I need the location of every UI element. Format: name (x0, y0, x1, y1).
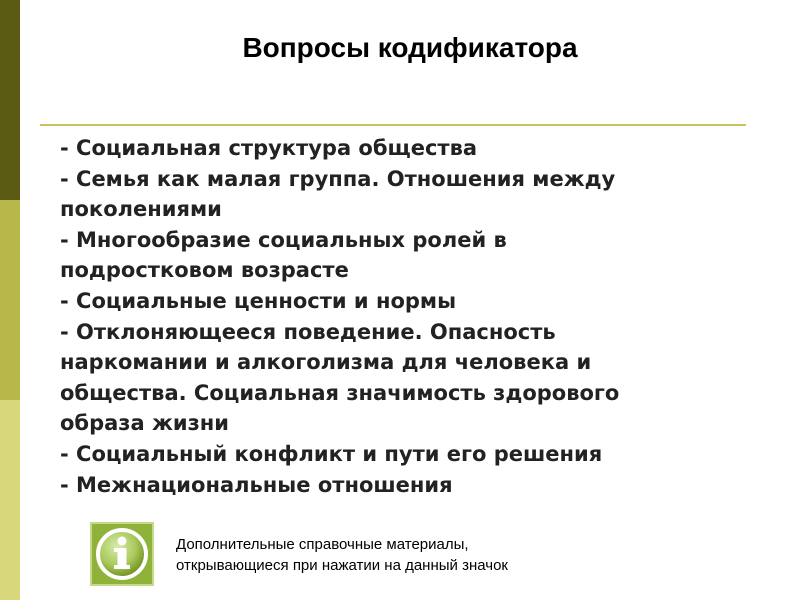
side-bar-segment-light (0, 400, 20, 600)
decorative-side-bar (0, 0, 20, 600)
topic-line: - Отклоняющееся поведение. Опасность (60, 319, 556, 344)
info-note (176, 534, 676, 576)
info-button[interactable] (90, 522, 154, 586)
side-bar-segment-mid (0, 200, 20, 400)
codifier-topics-list (60, 133, 780, 500)
topic-line: - Социальный конфликт и пути его решения (60, 441, 603, 466)
topic-line: образа жизни (60, 411, 230, 436)
info-note-line: открывающиеся при нажатии на данный значок (176, 557, 508, 574)
title-divider (40, 124, 746, 126)
topic-line: - Межнациональные отношения (60, 472, 453, 497)
topic-line: - Социальные ценности и нормы (60, 288, 457, 313)
topic-line: поколениями (60, 197, 222, 222)
info-icon (92, 524, 152, 584)
info-note-line: Дополнительные справочные материалы, (176, 536, 469, 553)
topic-line: - Социальная структура общества (60, 136, 478, 160)
topic-line: - Семья как малая группа. Отношения между (60, 166, 616, 191)
topic-line: - Многообразие социальных ролей в (60, 227, 507, 252)
topic-line: наркомании и алкоголизма для человека и (60, 350, 592, 375)
slide-title: Вопросы кодификатора (242, 32, 578, 63)
topic-line: общества. Социальная значимость здорового (60, 380, 620, 405)
side-bar-segment-dark (0, 0, 20, 200)
topic-line: подростковом возрасте (60, 258, 349, 283)
